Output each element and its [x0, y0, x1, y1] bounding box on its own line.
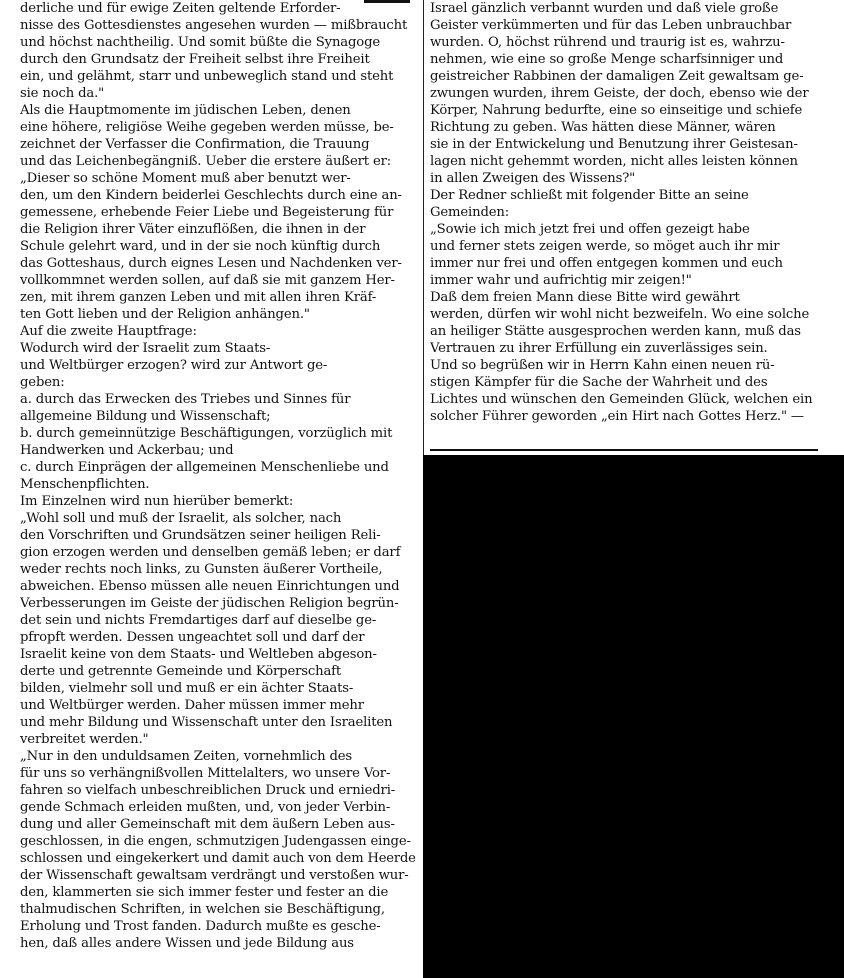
left-column-line: zeichnet der Verfasser die Confirmation, die Trauung — [20, 137, 370, 152]
right-column-line: Vertrauen zu ihrer Erfüllung ein zuverlässiges sein. — [430, 341, 768, 356]
blank-black-area — [423, 455, 844, 978]
left-column-line: „Wohl soll und muß der Israelit, als solcher, nach — [20, 511, 342, 526]
left-column-line: und Weltbürger erzogen? wird zur Antwort ge- — [20, 358, 328, 373]
left-column-line: abweichen. Ebenso müssen alle neuen Einrichtungen und — [20, 579, 400, 594]
left-column-line: eine höhere, religiöse Weihe gegeben werden müsse, be- — [20, 120, 394, 135]
left-column-line: den Vorschriften und Grundsätzen seiner heiligen Reli- — [20, 528, 381, 543]
left-column-line: a. durch das Erwecken des Triebes und Sinnes für — [20, 392, 351, 407]
left-column-line: nisse des Gottesdienstes angesehen wurden — mißbraucht — [20, 18, 408, 33]
left-column-line: allgemeine Bildung und Wissenschaft; — [20, 409, 271, 424]
end-rule — [430, 449, 818, 451]
left-column-line: hen, daß alles andere Wissen und jede Bildung aus — [20, 936, 354, 951]
left-column-line: und höchst nachtheilig. Und somit büßte die Synagoge — [20, 35, 381, 50]
left-column-line: den, um den Kindern beiderlei Geschlechts durch eine an- — [20, 188, 402, 203]
right-column-line: Richtung zu geben. Was hätten diese Männer, wären — [430, 120, 776, 135]
left-column-line: derte und getrennte Gemeinde und Körperschaft — [20, 664, 342, 679]
left-column-line: geschlossen, in die engen, schmutzigen Judengassen einge- — [20, 834, 411, 849]
right-column-line: Und so begrüßen wir in Herrn Kahn einen neuen rü- — [430, 358, 775, 373]
left-column-line: pfropft werden. Dessen ungeachtet soll und darf der — [20, 630, 365, 645]
left-column-line: zen, mit ihrem ganzen Leben und mit allen ihren Kräf- — [20, 290, 377, 305]
left-column-line: gemessene, erhebende Feier Liebe und Begeisterung für — [20, 205, 394, 220]
left-column-line: Schule gelehrt ward, und in der sie noch künftig durch — [20, 239, 381, 254]
right-column-line: zwungen wurden, ihrem Geiste, der doch, ebenso wie der — [430, 86, 809, 101]
right-column — [430, 0, 818, 425]
left-column-line: Handwerken und Ackerbau; und — [20, 443, 234, 458]
left-column-line: weder rechts noch links, zu Gunsten äußerer Vortheile, — [20, 562, 383, 577]
left-column-line: dung und aller Gemeinschaft mit dem äußern Leben aus- — [20, 817, 395, 832]
right-column-line: Der Redner schließt mit folgender Bitte an seine — [430, 188, 749, 203]
right-column-line: nehmen, wie eine so große Menge scharfsinniger und — [430, 52, 784, 67]
left-column-line: gion erzogen werden und denselben gemäß leben; er darf — [20, 545, 401, 560]
right-column-line: an heiliger Stätte ausgesprochen werden kann, muß das — [430, 324, 801, 339]
left-column-line: für uns so verhängnißvollen Mittelalters, wo unsere Vor- — [20, 766, 391, 781]
left-column-line: Verbesserungen im Geiste der jüdischen Religion begrün- — [20, 596, 399, 611]
left-column-line: und das Leichenbegängniß. Ueber die erstere äußert er: — [20, 154, 392, 169]
left-column-line: fahren so vielfach unbeschreiblichen Druck und erniedri- — [20, 783, 396, 798]
right-column-line: Israel gänzlich verbannt wurden und daß viele große — [430, 1, 779, 16]
left-column-line: Auf die zweite Hauptfrage: — [20, 324, 197, 339]
left-column-line: der Wissenschaft gewaltsam verdrängt und verstoßen wur- — [20, 868, 409, 883]
left-column-line: Israelit keine von dem Staats- und Weltleben abgeson- — [20, 647, 377, 662]
left-column-line: sie noch da." — [20, 86, 105, 101]
left-column-line: durch den Grundsatz der Freiheit selbst ihre Freiheit — [20, 52, 370, 67]
left-column-line: schlossen und eingekerkert und damit auch von dem Heerde — [20, 851, 416, 866]
right-column-line: Geister verkümmerten und für das Leben unbrauchbar — [430, 18, 792, 33]
right-column-line: in allen Zweigen des Wissens?" — [430, 171, 636, 186]
left-column-line: verbreitet werden." — [20, 732, 149, 747]
left-column-line: und Weltbürger werden. Daher müssen immer mehr — [20, 698, 364, 713]
right-column-line: wurden. O, höchst rührend und traurig ist es, wahrzu- — [430, 35, 785, 50]
left-column-line: den, klammerten sie sich immer fester und fester an die — [20, 885, 389, 900]
left-column-line: „Nur in den unduldsamen Zeiten, vornehmlich des — [20, 749, 353, 764]
left-column-line: derliche und für ewige Zeiten geltende Erforder- — [20, 1, 341, 16]
left-column-line: ten Gott lieben und der Religion anhängen." — [20, 307, 310, 322]
right-column-line: immer nur frei und offen entgegen kommen und euch — [430, 256, 783, 271]
right-column-line: solcher Führer geworden „ein Hirt nach Gottes Herz." — — [430, 409, 804, 424]
right-column-line: Lichtes und wünschen den Gemeinden Glück, welchen ein — [430, 392, 813, 407]
right-column-line: lagen nicht gehemmt worden, nicht alles leisten können — [430, 154, 798, 169]
right-column-line: stigen Kämpfer für die Sache der Wahrheit und des — [430, 375, 768, 390]
left-column-line: die Religion ihrer Väter einzuflößen, die ihnen in der — [20, 222, 366, 237]
left-column-line: vollkommnet werden sollen, auf daß sie mit ganzem Her- — [20, 273, 395, 288]
left-column-line: Menschenpflichten. — [20, 477, 150, 492]
right-column-line: und ferner stets zeigen werde, so möget auch ihr mir — [430, 239, 780, 254]
left-column-line: Als die Hauptmomente im jüdischen Leben, denen — [20, 103, 351, 118]
left-column-line: geben: — [20, 375, 65, 390]
left-column-line: ein, und gelähmt, starr und unbeweglich stand und steht — [20, 69, 394, 84]
left-column-line: c. durch Einprägen der allgemeinen Menschenliebe und — [20, 460, 389, 475]
left-column-line: det sein und nichts Fremdartiges darf auf dieselbe ge- — [20, 613, 377, 628]
left-column-line: bilden, vielmehr soll und muß er ein ächter Staats- — [20, 681, 354, 696]
left-column-line: Erholung und Trost fanden. Dadurch mußte es gesche- — [20, 919, 381, 934]
left-column — [20, 0, 416, 952]
left-column-line: thalmudischen Schriften, in welchen sie Beschäftigung, — [20, 902, 385, 917]
right-column-line: immer wahr und aufrichtig mir zeigen!" — [430, 273, 692, 288]
right-column-line: sie in der Entwickelung und Benutzung ihrer Geistesan- — [430, 137, 798, 152]
right-column-line: Gemeinden: — [430, 205, 510, 220]
right-column-line: „Sowie ich mich jetzt frei und offen gezeigt habe — [430, 222, 750, 237]
left-column-line: das Gotteshaus, durch eignes Lesen und Nachdenken ver- — [20, 256, 402, 271]
left-column-line: Im Einzelnen wird nun hierüber bemerkt: — [20, 494, 294, 509]
left-column-line: Wodurch wird der Israelit zum Staats- — [20, 341, 271, 356]
right-column-line: werden, dürfen wir wohl nicht bezweifeln. Wo eine solche — [430, 307, 810, 322]
left-column-line: b. durch gemeinnützige Beschäftigungen, vorzüglich mit — [20, 426, 393, 441]
left-column-line: gende Schmach erleiden mußten, und, von jeder Verbin- — [20, 800, 391, 815]
right-column-line: geistreicher Rabbinen der damaligen Zeit gewaltsam ge- — [430, 69, 804, 84]
left-column-line: und mehr Bildung und Wissenschaft unter den Israeliten — [20, 715, 393, 730]
left-column-line: „Dieser so schöne Moment muß aber benutzt wer- — [20, 171, 351, 186]
right-column-line: Daß dem freien Mann diese Bitte wird gewährt — [430, 290, 740, 305]
right-column-line: Körper, Nahrung bedurfte, eine so einseitige und schiefe — [430, 103, 803, 118]
